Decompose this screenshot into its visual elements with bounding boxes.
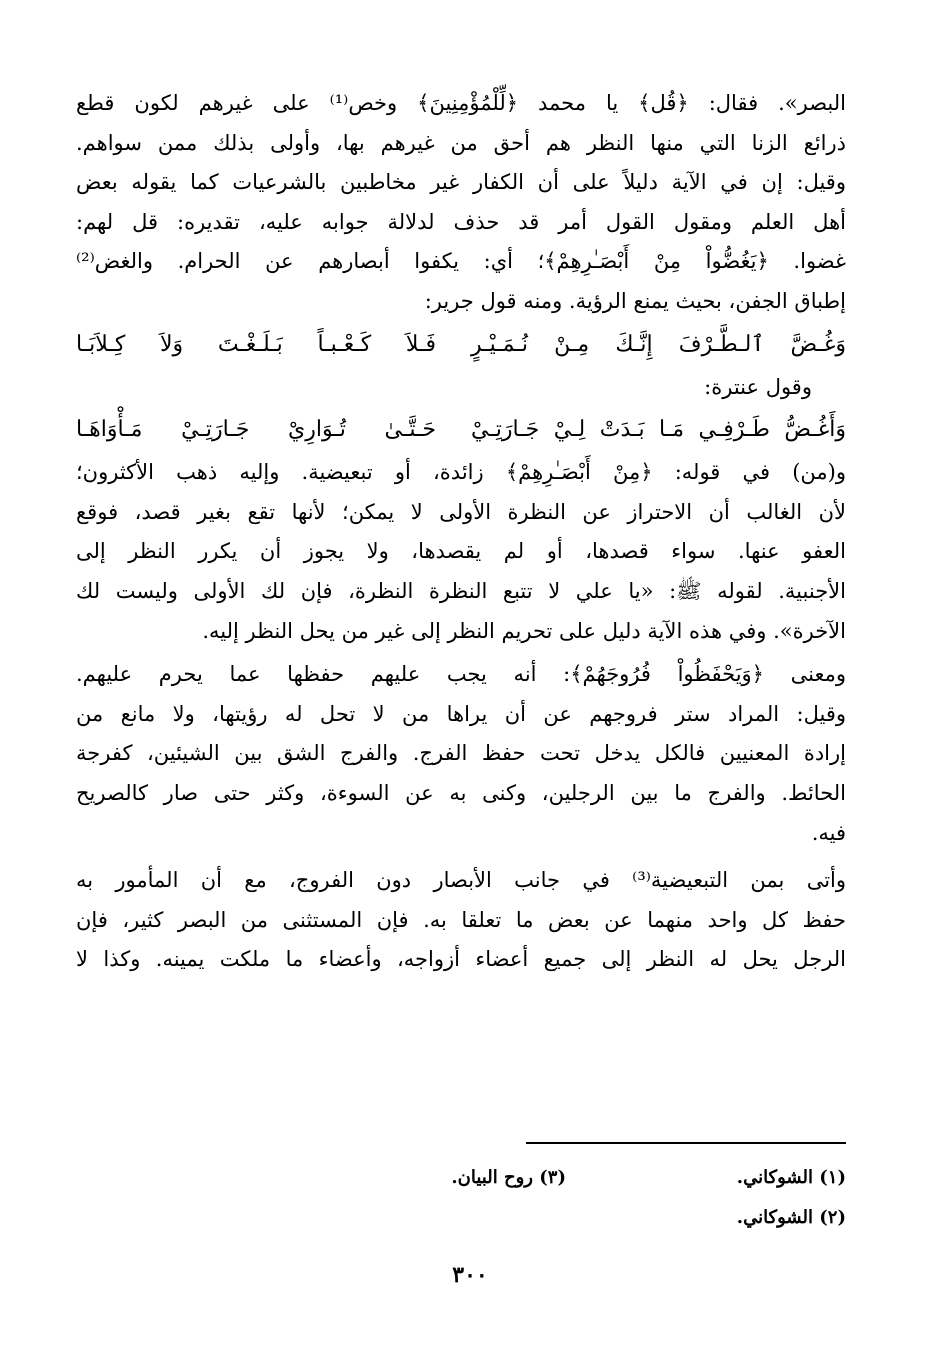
text-line: لأن الغالب أن الاحتراز عن النظرة الأولى لا يمكن؛ لأنها تقع بغير قصد، فوقع	[76, 499, 846, 524]
main-text	[76, 84, 846, 980]
footnote-3	[366, 1158, 566, 1198]
text-line: وقيل: إن في الآية دليلاً على أن الكفار غير مخاطبين بالشرعيات كما يقوله بعض	[76, 170, 846, 195]
text-line: وقيل: المراد ستر فروجهم عن أن يراها من لا تحل له رؤيتها، ولا مانع من	[76, 701, 846, 726]
text-line: الآخرة». وفي هذه الآية دليل على تحريم النظر إلى غير من يحل النظر إليه.	[202, 618, 846, 643]
footnote-row	[76, 1198, 846, 1238]
text-line: فيه.	[811, 820, 846, 845]
footnote-text: الشوكاني.	[736, 1207, 813, 1228]
footnote-2	[676, 1198, 846, 1238]
text-line: و(من) في قوله: ﴿مِنْ أَبْصَـٰرِهِمْ﴾ زائدة، أو تبعيضية. وإليه ذهب الأكثرون؛	[76, 460, 846, 485]
text-line: الرجل يحل له النظر إلى جميع أعضاء أزواجه، وأعضاء ما ملكت يمينه. وكذا لا	[76, 947, 846, 972]
poetry-verse	[76, 322, 846, 368]
text-line: العفو عنها. سواء قصدها، أو لم يقصدها، ولا يجوز أن يكرر النظر إلى	[76, 539, 846, 564]
text-line: غضوا. ﴿يَغُضُّواْ مِنْ أَبْصَـٰرِهِمْ﴾؛ أي: يكفوا أبصارهم عن الحرام. والغض⁽²⁾	[76, 249, 846, 274]
verse-second-hemistich: حَـتَّـىٰ تُـوَارِيْ جَـارَتِـيْ مَـأْوَاهَـا	[76, 417, 436, 443]
text-line: وأتى بمن التبعيضية⁽³⁾ في جانب الأبصار دون الفروج، مع أن المأمور به	[76, 868, 846, 893]
footnotes	[76, 1158, 846, 1238]
text-line: إرادة المعنيين فالكل يدخل تحت حفظ الفرج. والفرج الشق بين الشيئين، كفرجة	[76, 741, 846, 766]
footnote-number: (١)	[819, 1167, 846, 1188]
text-line: حفظ كل واحد منهما عن بعض ما تعلقا به. فإن المستثنى من البصر كثير، فإن	[76, 907, 846, 932]
footnote-text: روح البيان.	[451, 1167, 533, 1188]
text-line: الحائط. والفرج ما بين الرجلين، وكنى به عن السوءة، وكثر حتى صار كالصريح	[76, 780, 846, 805]
footnote-number: (٣)	[539, 1167, 566, 1188]
text-line: أهل العلم ومقول القول أمر قد حذف لدلالة جوابه عليه، تقديره: قل لهم:	[76, 209, 846, 234]
text-line: ذرائع الزنا التي منها النظر هم أحق من غيرهم بها، وأولى بذلك ممن سواهم.	[76, 130, 846, 155]
verse-first-hemistich: وَغُـضَّ ٱلـطَّـرْفَ إِنَّـكَ مِـنْ نُـمَـيْـرٍ	[471, 331, 846, 357]
footnote-1	[676, 1158, 846, 1198]
text-line: الأجنبية. لقوله ﷺ: «يا علي لا تتبع النظرة النظرة، فإن لك الأولى وليست لك	[76, 578, 846, 603]
paragraph-gap	[76, 853, 846, 861]
footnote-separator	[526, 1142, 846, 1144]
footnote-number: (٢)	[819, 1207, 846, 1228]
verse-first-hemistich: وَأَغُـضُّ طَـرْفِـي مَـا بَـدَتْ لِـيْ جَـارَتِـيْ	[471, 417, 846, 443]
verse-introduction: وقول عنترة:	[704, 374, 812, 399]
page-number: ٣٠٠	[452, 1262, 488, 1288]
verse-second-hemistich: فَـلاَ كَـعْـبـاً بَـلَـغْـتَ وَلاَ كِـلاَبَـا	[76, 331, 436, 357]
footnote-text: الشوكاني.	[736, 1167, 813, 1188]
text-line: إطباق الجفن، بحيث يمنع الرؤية. ومنه قول جرير:	[424, 288, 846, 313]
poetry-verse	[76, 407, 846, 453]
text-line: ومعنى ﴿وَيَحْفَظُواْ فُرُوجَهُمْ﴾: أنه يجب عليهم حفظها عما يحرم عليهم.	[76, 662, 846, 687]
footnote-row	[76, 1158, 846, 1198]
text-line: البصر». فقال: ﴿قُل﴾ يا محمد ﴿لِّلْمُؤْمِنِينَ﴾ وخص⁽¹⁾ على غيرهم لكون قطع	[76, 91, 846, 115]
